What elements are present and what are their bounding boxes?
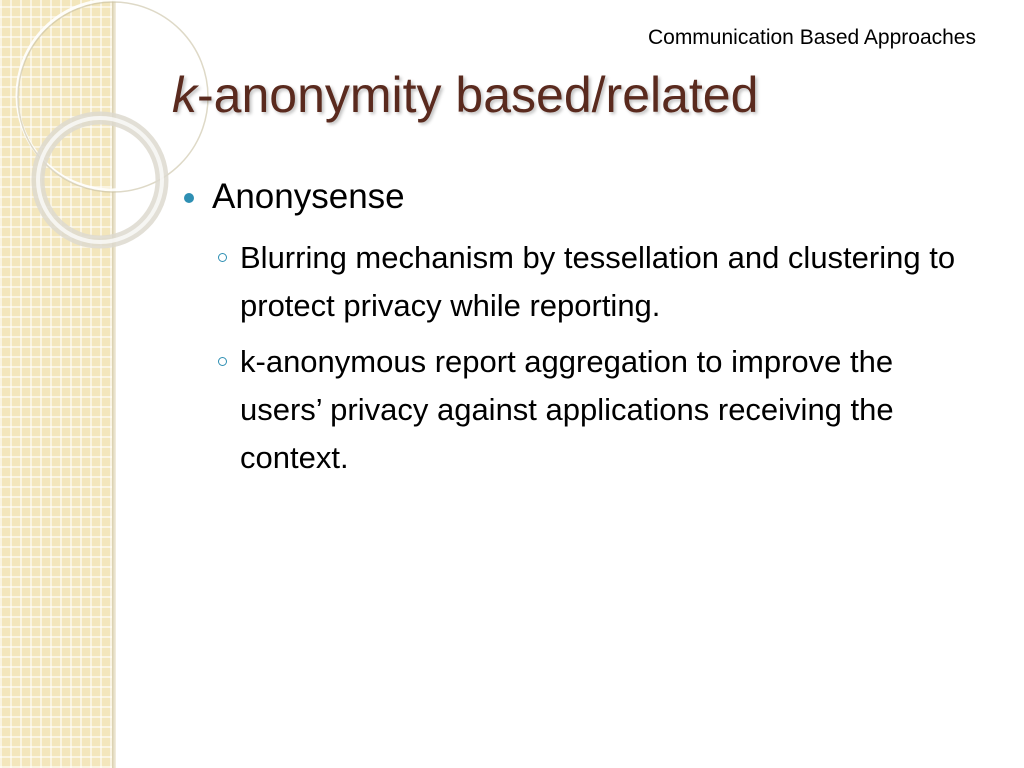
decorative-rings [0,0,130,260]
bullet-text: Anonysense [212,177,405,216]
section-label: Communication Based Approaches [647,26,976,49]
bullet-list [184,174,984,490]
bullet-item [184,174,984,220]
sub-bullet-item [218,338,984,482]
sub-bullet-text: Blurring mechanism by tessellation and clustering to protect privacy while reporting. [240,240,956,323]
slide-title [172,66,758,124]
slide-title-rest: -anonymity based/related [197,67,759,123]
sub-bullet-item [218,234,984,330]
sub-bullet-text: k-anonymous report aggregation to improve the users’ privacy against applications receiving the context. [240,344,894,475]
bullet-dot-icon [184,193,194,203]
sub-bullet-list [184,234,984,482]
bullet-ring-icon [218,253,227,262]
bullet-ring-icon [218,357,227,366]
slide-title-italic-part: k [172,67,197,123]
decorative-ring-small-highlight [38,118,162,242]
